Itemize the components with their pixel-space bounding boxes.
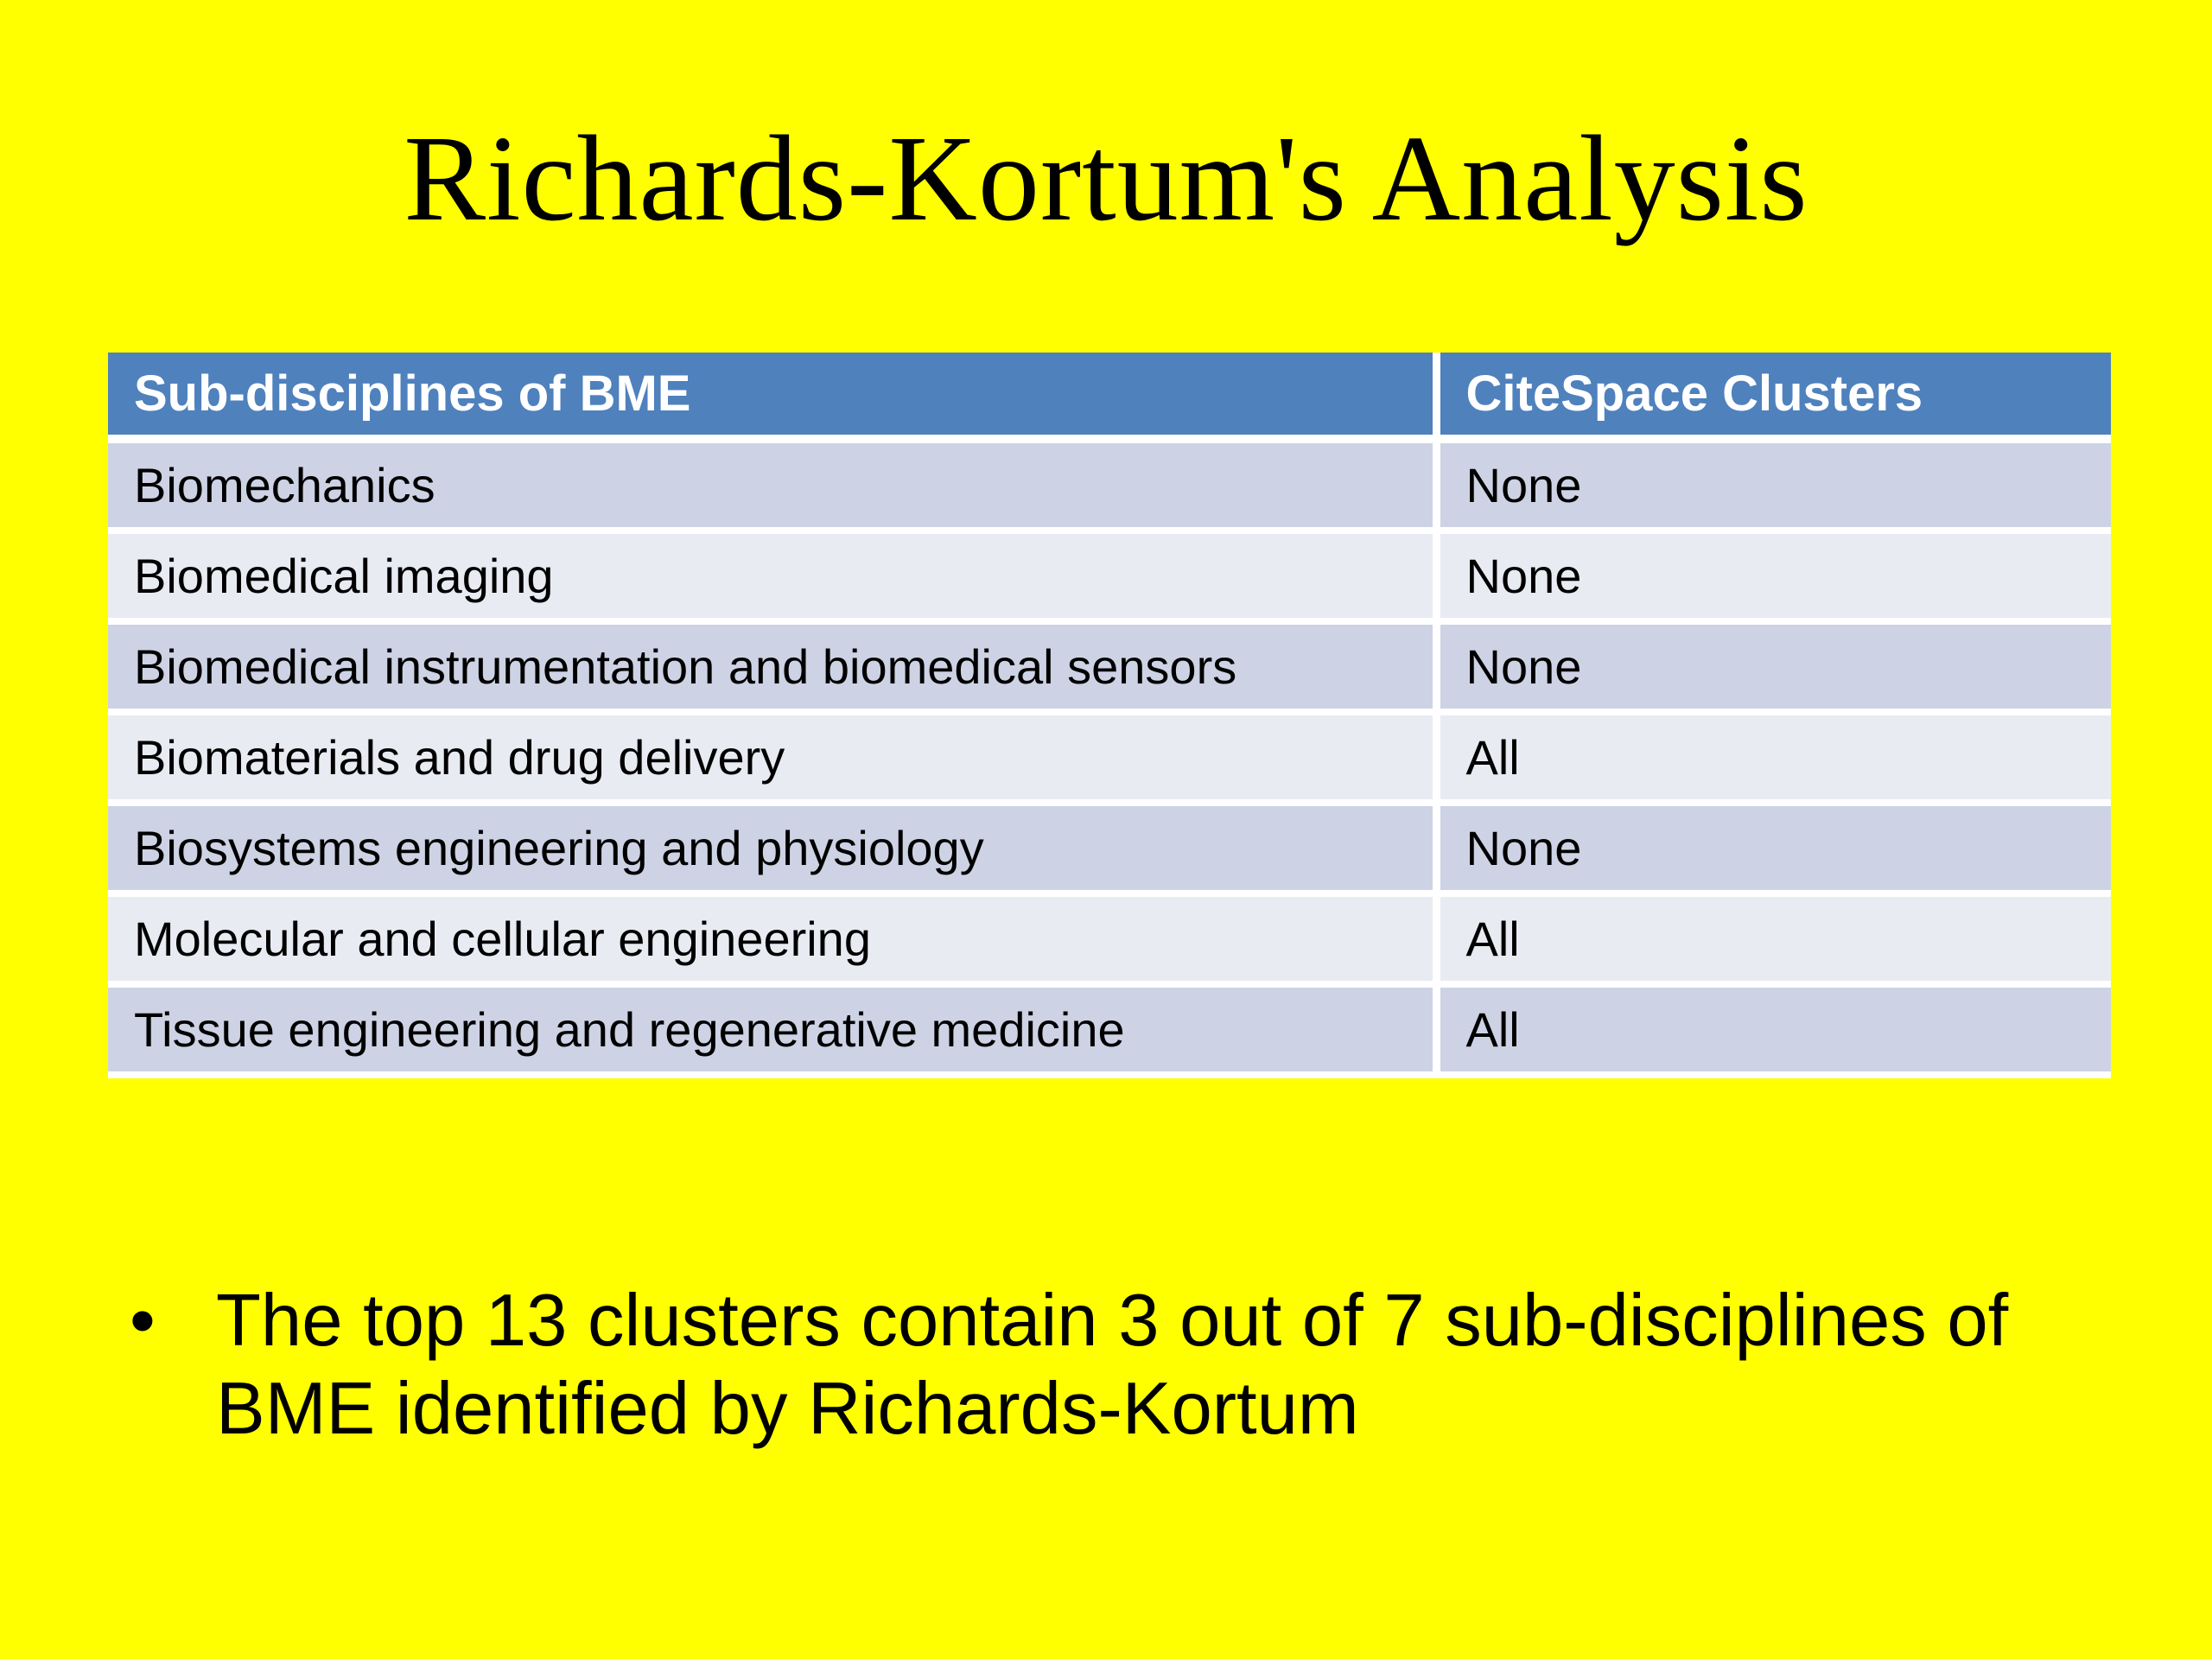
cell-subdiscipline: Biomedical instrumentation and biomedical sensors <box>108 621 1436 712</box>
cell-clusters: None <box>1436 531 2111 621</box>
table-row <box>108 803 2111 893</box>
cell-subdiscipline: Biosystems engineering and physiology <box>108 803 1436 893</box>
cell-subdiscipline: Biomedical imaging <box>108 531 1436 621</box>
cell-clusters: None <box>1436 439 2111 531</box>
analysis-table <box>108 353 2111 1078</box>
bullet-item <box>130 1277 2117 1453</box>
cell-subdiscipline: Biomechanics <box>108 439 1436 531</box>
cell-clusters: None <box>1436 803 2111 893</box>
bullet-text: The top 13 clusters contain 3 out of 7 sub-disciplines of BME identified by Richards-Kortum <box>216 1280 2009 1450</box>
table-row <box>108 893 2111 984</box>
table-row <box>108 984 2111 1075</box>
table-header-citespace-clusters: CiteSpace Clusters <box>1436 353 2111 439</box>
table-header-subdisciplines: Sub-disciplines of BME <box>108 353 1436 439</box>
cell-clusters: All <box>1436 712 2111 803</box>
table-header-row <box>108 353 2111 439</box>
bullet-list <box>130 1277 2117 1453</box>
slide-title: Richards-Kortum's Analysis <box>404 110 1808 246</box>
table-row <box>108 621 2111 712</box>
bullet-marker: • <box>130 1280 156 1362</box>
table-row <box>108 439 2111 531</box>
cell-subdiscipline: Molecular and cellular engineering <box>108 893 1436 984</box>
cell-clusters: All <box>1436 893 2111 984</box>
cell-subdiscipline: Tissue engineering and regenerative medicine <box>108 984 1436 1075</box>
cell-subdiscipline: Biomaterials and drug delivery <box>108 712 1436 803</box>
table-row <box>108 531 2111 621</box>
cell-clusters: None <box>1436 621 2111 712</box>
cell-clusters: All <box>1436 984 2111 1075</box>
table-row <box>108 712 2111 803</box>
